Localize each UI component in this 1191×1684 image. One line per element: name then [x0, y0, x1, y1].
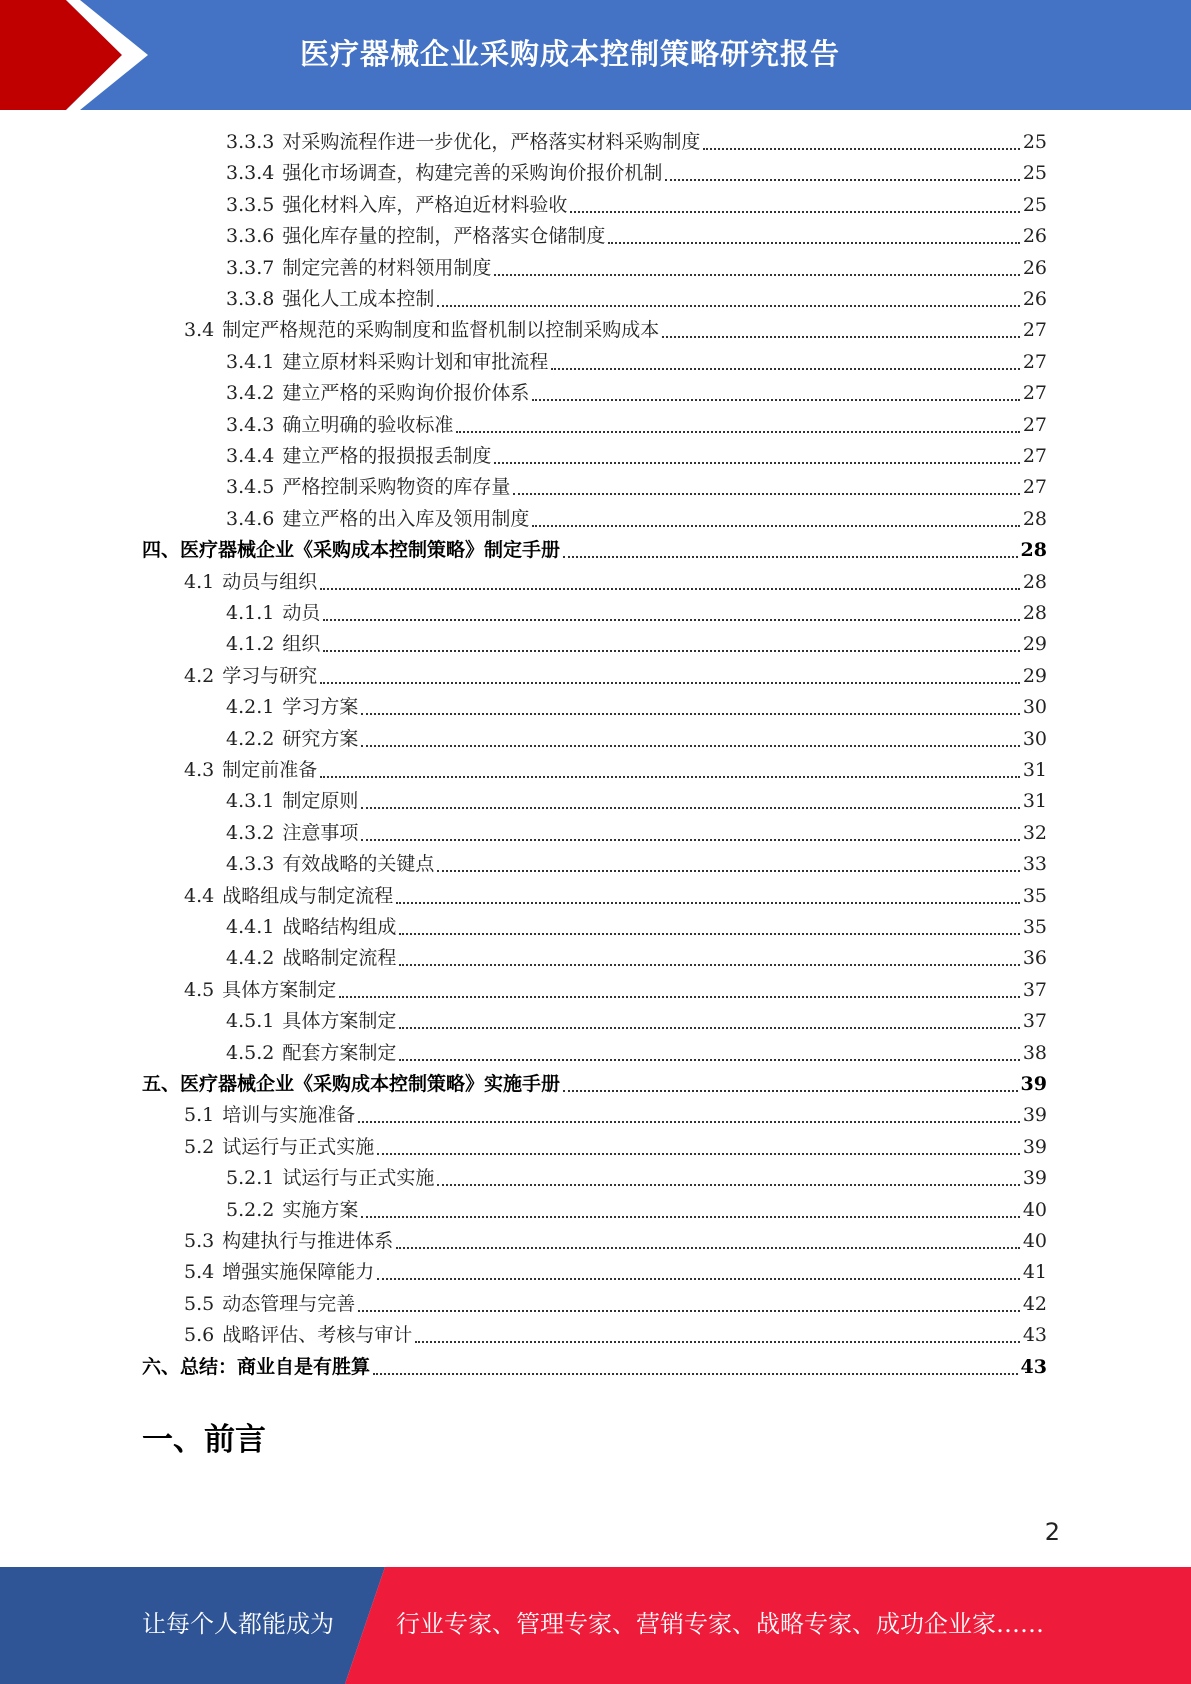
toc-entry[interactable] — [184, 1226, 1047, 1257]
toc-dot-leader — [456, 430, 1019, 433]
toc-dot-leader — [373, 1372, 1018, 1375]
report-title: 医疗器械企业采购成本控制策略研究报告 — [300, 37, 841, 71]
toc-entry-title: 动态管理与完善 — [222, 1292, 356, 1315]
toc-entry[interactable] — [226, 849, 1047, 880]
toc-entry-page: 29 — [1022, 633, 1047, 656]
toc-entry-title: 增强实施保障能力 — [222, 1261, 375, 1284]
toc-entry[interactable] — [226, 472, 1047, 503]
page-number: 2 — [1044, 1518, 1060, 1546]
toc-entry[interactable] — [184, 881, 1047, 912]
toc-entry[interactable] — [184, 1320, 1047, 1351]
toc-entry[interactable] — [226, 504, 1047, 535]
toc-entry-page: 37 — [1022, 978, 1047, 1001]
toc-entry-page: 27 — [1022, 413, 1047, 436]
toc-entry-title: 配套方案制定 — [282, 1041, 397, 1064]
toc-entry[interactable] — [226, 190, 1047, 221]
toc-entry[interactable] — [184, 315, 1047, 346]
toc-entry-number: 5.2.2 — [226, 1198, 275, 1221]
toc-dot-leader — [513, 492, 1019, 495]
toc-dot-leader — [494, 461, 1019, 464]
toc-entry-number: 5.2.1 — [226, 1167, 275, 1190]
toc-dot-leader — [361, 806, 1019, 809]
toc-entry-number: 3.4.3 — [226, 413, 275, 436]
toc-entry-page: 33 — [1022, 853, 1047, 876]
toc-entry[interactable] — [226, 724, 1047, 755]
toc-entry-page: 25 — [1022, 193, 1047, 216]
toc-entry-title: 战略组成与制定流程 — [222, 884, 394, 907]
toc-entry-page: 27 — [1022, 382, 1047, 405]
toc-entry[interactable] — [184, 1100, 1047, 1131]
toc-entry-page: 28 — [1022, 570, 1047, 593]
toc-entry-title: 研究方案 — [282, 727, 359, 750]
toc-entry-number: 3.3.7 — [226, 256, 275, 279]
toc-entry-number: 5.4 — [184, 1261, 215, 1284]
toc-entry-number: 3.3.5 — [226, 193, 275, 216]
toc-dot-leader — [361, 1215, 1019, 1218]
toc-entry-title: 医疗器械企业《采购成本控制策略》实施手册 — [180, 1073, 561, 1095]
toc-entry[interactable] — [226, 253, 1047, 284]
toc-dot-leader — [608, 241, 1019, 244]
toc-entry-title: 学习与研究 — [222, 664, 318, 687]
toc-dot-leader — [415, 1340, 1020, 1343]
toc-entry-number: 3.3.3 — [226, 131, 275, 153]
toc-entry-page: 32 — [1022, 821, 1047, 844]
toc-entry-number: 5.2 — [184, 1135, 215, 1158]
toc-entry[interactable] — [226, 158, 1047, 189]
toc-dot-leader — [320, 681, 1020, 684]
toc-entry[interactable] — [184, 567, 1047, 598]
toc-entry[interactable] — [184, 975, 1047, 1006]
toc-entry-title: 具体方案制定 — [282, 1010, 397, 1033]
toc-entry[interactable] — [142, 1352, 1047, 1383]
toc-entry-number: 四、 — [142, 539, 181, 562]
toc-entry-title: 建立严格的出入库及领用制度 — [282, 507, 530, 530]
toc-entry[interactable] — [226, 629, 1047, 660]
toc-entry-number: 5.3 — [184, 1230, 215, 1252]
toc-entry-page: 36 — [1022, 947, 1047, 970]
toc-dot-leader — [399, 932, 1019, 935]
toc-entry[interactable] — [226, 1038, 1047, 1069]
toc-entry-page: 28 — [1022, 602, 1047, 624]
toc-dot-leader — [570, 210, 1019, 213]
toc-entry-title: 严格控制采购物资的库存量 — [282, 476, 511, 499]
toc-entry-number: 5.6 — [184, 1324, 215, 1347]
toc-dot-leader — [662, 335, 1020, 338]
toc-entry-number: 3.4.2 — [226, 382, 275, 405]
toc-entry-page: 25 — [1022, 131, 1047, 153]
toc-entry-title: 制定原则 — [282, 790, 359, 813]
toc-dot-leader — [665, 178, 1019, 181]
toc-dot-leader — [339, 995, 1020, 998]
toc-entry[interactable] — [226, 943, 1047, 974]
toc-dot-leader — [551, 367, 1019, 370]
toc-entry-page: 35 — [1022, 916, 1047, 938]
toc-entry-number: 3.4.4 — [226, 445, 275, 467]
toc-dot-leader — [532, 398, 1019, 401]
toc-entry-title: 建立严格的采购询价报价体系 — [282, 382, 530, 405]
toc-dot-leader — [361, 712, 1019, 715]
footer-slogan-right: 行业专家、管理专家、营销专家、战略专家、成功企业家…… — [396, 1610, 1044, 1638]
toc-entry-page: 26 — [1022, 225, 1047, 248]
toc-entry-page: 35 — [1022, 884, 1047, 907]
toc-entry-number: 3.3.6 — [226, 225, 275, 248]
toc-entry-page: 28 — [1022, 507, 1047, 530]
toc-entry-title: 建立严格的报损报丢制度 — [282, 445, 492, 467]
toc-dot-leader — [396, 901, 1020, 904]
toc-entry[interactable] — [226, 127, 1047, 158]
toc-entry-page: 39 — [1022, 1104, 1047, 1127]
toc-entry[interactable] — [142, 535, 1047, 566]
toc-entry-number: 4.4.2 — [226, 947, 275, 970]
toc-entry[interactable] — [226, 221, 1047, 252]
toc-entry[interactable] — [184, 1257, 1047, 1288]
toc-entry-page: 30 — [1022, 727, 1047, 750]
toc-entry-title: 注意事项 — [282, 821, 359, 844]
toc-entry-number: 4.3.2 — [226, 821, 275, 844]
toc-entry-title: 确立明确的验收标准 — [282, 413, 454, 436]
toc-entry-number: 5.5 — [184, 1292, 215, 1315]
toc-entry-title: 组织 — [282, 633, 321, 656]
toc-dot-leader — [396, 1246, 1020, 1249]
toc-entry-number: 3.4.6 — [226, 507, 275, 530]
toc-entry-number: 4.5 — [184, 978, 215, 1001]
toc-entry-title: 动员与组织 — [222, 570, 318, 593]
toc-entry-title: 战略评估、考核与审计 — [222, 1324, 413, 1347]
toc-entry-page: 41 — [1022, 1261, 1047, 1284]
toc-entry-title: 具体方案制定 — [222, 978, 337, 1001]
toc-entry-number: 4.2.1 — [226, 696, 275, 719]
toc-entry-number: 3.3.8 — [226, 288, 275, 310]
toc-entry-page: 29 — [1022, 664, 1047, 687]
toc-entry-number: 5.1 — [184, 1104, 215, 1127]
toc-entry-number: 4.5.2 — [226, 1041, 275, 1064]
toc-dot-leader — [399, 963, 1019, 966]
toc-entry-page: 27 — [1022, 319, 1047, 342]
page-footer — [0, 1567, 1191, 1684]
toc-dot-leader — [563, 1089, 1018, 1092]
toc-entry-number: 3.4.5 — [226, 476, 275, 499]
toc-entry-number: 4.5.1 — [226, 1010, 275, 1033]
toc-entry[interactable] — [226, 1195, 1047, 1226]
toc-entry-number: 4.1.1 — [226, 602, 275, 624]
section-heading: 一、前言 — [142, 1422, 266, 1458]
toc-dot-leader — [377, 1152, 1020, 1155]
toc-dot-leader — [358, 1120, 1020, 1123]
toc-entry-title: 有效战略的关键点 — [282, 853, 435, 876]
toc-entry-number: 4.2.2 — [226, 727, 275, 750]
toc-entry[interactable] — [226, 441, 1047, 472]
toc-entry-title: 试运行与正式实施 — [282, 1167, 435, 1190]
toc-dot-leader — [563, 555, 1018, 558]
toc-entry[interactable] — [226, 912, 1047, 943]
toc-entry[interactable] — [142, 1069, 1047, 1100]
toc-entry-number: 4.3.3 — [226, 853, 275, 876]
toc-entry-title: 战略制定流程 — [282, 947, 397, 970]
toc-dot-leader — [703, 147, 1019, 150]
toc-entry-title: 培训与实施准备 — [222, 1104, 356, 1127]
toc-entry[interactable] — [184, 661, 1047, 692]
toc-entry-page: 26 — [1022, 256, 1047, 279]
toc-entry-title: 动员 — [282, 602, 321, 624]
toc-entry-title: 医疗器械企业《采购成本控制策略》制定手册 — [180, 539, 561, 562]
toc-entry[interactable] — [226, 598, 1047, 629]
toc-entry-page: 40 — [1022, 1230, 1047, 1252]
toc-entry[interactable] — [184, 755, 1047, 786]
toc-entry-page: 31 — [1022, 790, 1047, 813]
toc-entry[interactable] — [226, 818, 1047, 849]
toc-entry-number: 五、 — [142, 1073, 181, 1095]
toc-entry[interactable] — [226, 410, 1047, 441]
toc-entry-title: 总结：商业自是有胜算 — [180, 1355, 371, 1378]
toc-dot-leader — [437, 1183, 1019, 1186]
footer-slogan-left: 让每个人都能成为 — [142, 1610, 334, 1638]
toc-entry-page: 37 — [1022, 1010, 1047, 1033]
toc-dot-leader — [532, 524, 1019, 527]
toc-entry[interactable] — [226, 284, 1047, 315]
toc-entry[interactable] — [226, 692, 1047, 723]
toc-entry-title: 建立原材料采购计划和审批流程 — [282, 350, 549, 373]
toc-entry-title: 制定前准备 — [222, 759, 318, 781]
toc-entry-title: 学习方案 — [282, 696, 359, 719]
toc-dot-leader — [320, 775, 1020, 778]
toc-entry-number: 3.3.4 — [226, 162, 275, 185]
toc-entry-number: 3.4 — [184, 319, 215, 342]
toc-entry-page: 25 — [1022, 162, 1047, 185]
toc-entry-number: 4.3 — [184, 759, 215, 781]
toc-entry-title: 对采购流程作进一步优化，严格落实材料采购制度 — [282, 131, 701, 153]
toc-dot-leader — [399, 1058, 1019, 1061]
toc-dot-leader — [323, 618, 1019, 621]
toc-entry-number: 六、 — [142, 1355, 181, 1378]
toc-entry-page: 26 — [1022, 288, 1047, 310]
toc-dot-leader — [377, 1277, 1020, 1280]
toc-dot-leader — [361, 838, 1019, 841]
toc-dot-leader — [437, 304, 1019, 307]
toc-dot-leader — [358, 1309, 1020, 1312]
toc-entry-page: 38 — [1022, 1041, 1047, 1064]
toc-entry-number: 4.3.1 — [226, 790, 275, 813]
toc-entry-page: 39 — [1020, 1073, 1047, 1095]
toc-entry-page: 43 — [1020, 1355, 1047, 1378]
toc-dot-leader — [494, 273, 1019, 276]
toc-entry[interactable] — [226, 1006, 1047, 1037]
toc-entry-page: 31 — [1022, 759, 1047, 781]
toc-entry-page: 39 — [1022, 1135, 1047, 1158]
toc-entry-number: 4.1.2 — [226, 633, 275, 656]
toc-entry-title: 实施方案 — [282, 1198, 359, 1221]
toc-entry[interactable] — [226, 347, 1047, 378]
toc-entry[interactable] — [226, 378, 1047, 409]
toc-entry-page: 27 — [1022, 350, 1047, 373]
toc-entry-number: 4.4.1 — [226, 916, 275, 938]
toc-entry-number: 4.4 — [184, 884, 215, 907]
toc-entry-title: 制定完善的材料领用制度 — [282, 256, 492, 279]
toc-entry-number: 4.2 — [184, 664, 215, 687]
toc-entry-number: 4.1 — [184, 570, 215, 593]
toc-entry-page: 43 — [1022, 1324, 1047, 1347]
toc-entry-page: 30 — [1022, 696, 1047, 719]
toc-entry-page: 27 — [1022, 445, 1047, 467]
toc-entry-title: 战略结构组成 — [282, 916, 397, 938]
toc-entry-title: 制定严格规范的采购制度和监督机制以控制采购成本 — [222, 319, 660, 342]
toc-entry-title: 试运行与正式实施 — [222, 1135, 375, 1158]
toc-dot-leader — [323, 649, 1019, 652]
toc-entry[interactable] — [184, 1132, 1047, 1163]
toc-entry-title: 强化市场调查，构建完善的采购询价报价机制 — [282, 162, 663, 185]
toc-dot-leader — [399, 1026, 1019, 1029]
toc-entry-page: 28 — [1020, 539, 1047, 562]
toc-entry-title: 强化材料入库，严格迫近材料验收 — [282, 193, 568, 216]
page-header — [0, 0, 1191, 110]
toc-entry-title: 强化库存量的控制，严格落实仓储制度 — [282, 225, 606, 248]
toc-entry-page: 27 — [1022, 476, 1047, 499]
toc-entry-page: 42 — [1022, 1292, 1047, 1315]
toc-entry-number: 3.4.1 — [226, 350, 275, 373]
toc-dot-leader — [437, 869, 1019, 872]
toc-entry[interactable] — [226, 1163, 1047, 1194]
toc-entry[interactable] — [184, 1289, 1047, 1320]
toc-entry-page: 39 — [1022, 1167, 1047, 1190]
toc-entry-title: 强化人工成本控制 — [282, 288, 435, 310]
toc-dot-leader — [361, 744, 1019, 747]
toc-entry[interactable] — [226, 786, 1047, 817]
toc-entry-page: 40 — [1022, 1198, 1047, 1221]
toc-entry-title: 构建执行与推进体系 — [222, 1230, 394, 1252]
toc-dot-leader — [320, 587, 1020, 590]
